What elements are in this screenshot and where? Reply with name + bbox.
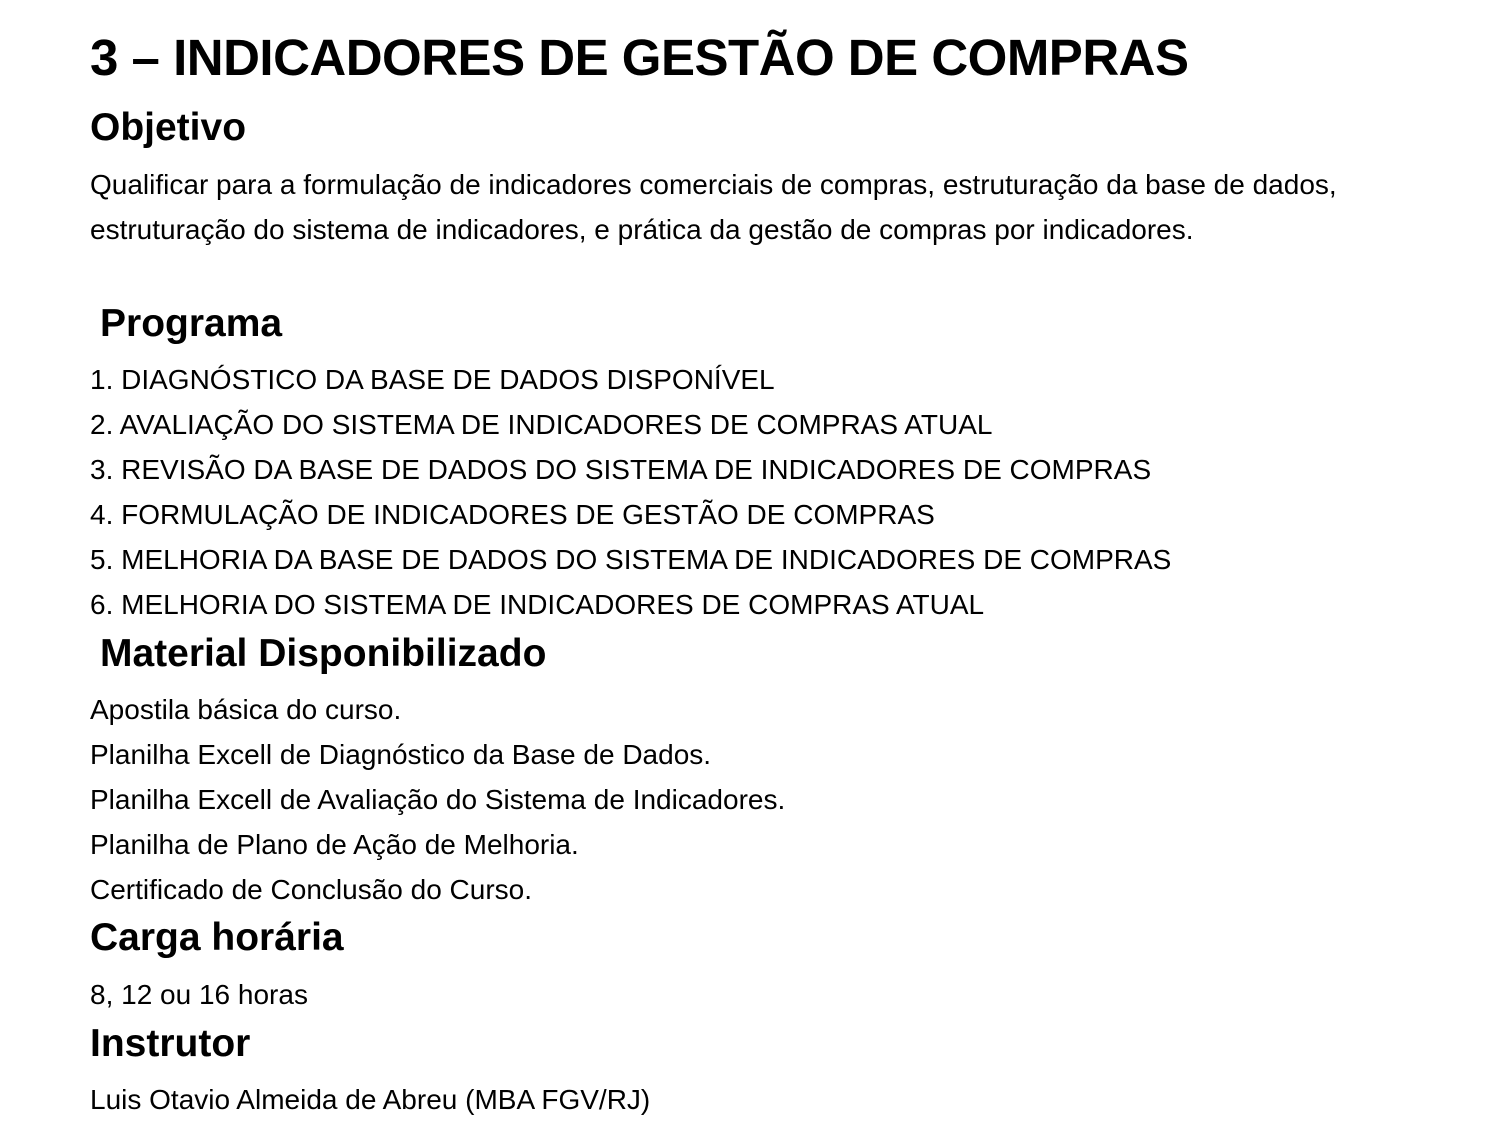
material-item: Planilha de Plano de Ação de Melhoria. — [90, 829, 579, 860]
objetivo-heading: Objetivo — [90, 106, 247, 149]
material-item: Apostila básica do curso. — [90, 694, 402, 725]
objetivo-text: Qualificar para a formulação de indicadores comerciais de compras, estruturação da base de dados, estruturação do sistema de indicadores, e prática da gestão de compras por indicadores. — [90, 169, 1337, 245]
material-item: Planilha Excell de Avaliação do Sistema de Indicadores. — [90, 784, 786, 815]
carga-text: 8, 12 ou 16 horas — [90, 979, 308, 1010]
programa-item: 5. MELHORIA DA BASE DE DADOS DO SISTEMA DE INDICADORES DE COMPRAS — [90, 544, 1172, 575]
page-title: 3 – INDICADORES DE GESTÃO DE COMPRAS — [90, 29, 1189, 86]
material-list — [90, 687, 785, 912]
material-item: Planilha Excell de Diagnóstico da Base de Dados. — [90, 739, 712, 770]
programa-item: 4. FORMULAÇÃO DE INDICADORES DE GESTÃO DE COMPRAS — [90, 499, 935, 530]
carga-heading: Carga horária — [90, 916, 344, 959]
material-heading: Material Disponibilizado — [100, 632, 547, 675]
material-item: Certificado de Conclusão do Curso. — [90, 874, 533, 905]
programa-heading: Programa — [100, 302, 283, 345]
programa-list — [90, 357, 1171, 627]
instrutor-heading: Instrutor — [90, 1022, 251, 1065]
programa-item: 3. REVISÃO DA BASE DE DADOS DO SISTEMA DE INDICADORES DE COMPRAS — [90, 454, 1152, 485]
instrutor-text: Luis Otavio Almeida de Abreu (MBA FGV/RJ) — [90, 1084, 651, 1115]
programa-item: 6. MELHORIA DO SISTEMA DE INDICADORES DE COMPRAS ATUAL — [90, 589, 985, 620]
programa-item: 2. AVALIAÇÃO DO SISTEMA DE INDICADORES DE COMPRAS ATUAL — [90, 409, 993, 440]
programa-item: 1. DIAGNÓSTICO DA BASE DE DADOS DISPONÍVEL — [90, 364, 775, 395]
